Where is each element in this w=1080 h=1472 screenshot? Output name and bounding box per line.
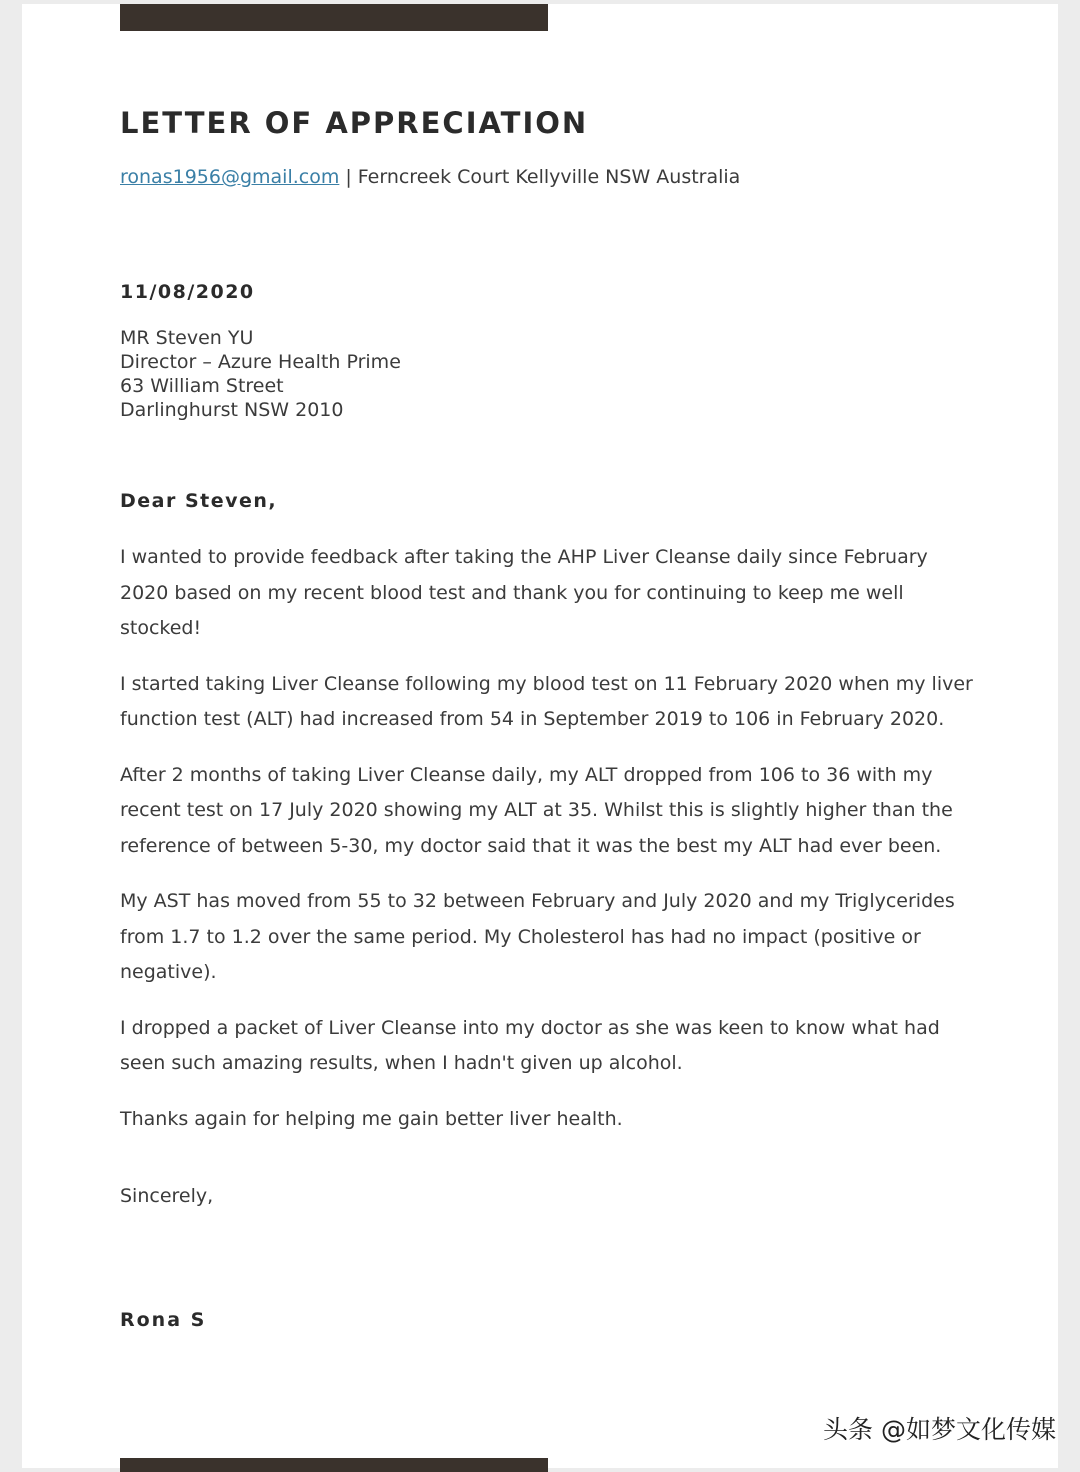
sender-address: Ferncreek Court Kellyville NSW Australia (357, 166, 741, 188)
body-paragraph: I wanted to provide feedback after taking the AHP Liver Cleanse daily since February 2020 based on my recent blood test and thank you for continuing to keep me well stocked! (120, 546, 928, 639)
recipient-address-block (120, 326, 401, 422)
contact-line (120, 166, 740, 188)
letter-title: LETTER OF APPRECIATION (120, 106, 589, 140)
recipient-street: 63 William Street (120, 375, 284, 397)
header-bar (120, 4, 548, 31)
footer-bar (120, 1458, 548, 1472)
recipient-name: MR Steven YU (120, 327, 254, 349)
salutation: Dear Steven, (120, 490, 278, 512)
letter-page (22, 4, 1058, 1468)
watermark: 头条 @如梦文化传媒 (823, 1415, 1056, 1444)
body-paragraph: After 2 months of taking Liver Cleanse daily, my ALT dropped from 106 to 36 with my recent test on 17 July 2020 showing my ALT at 35. Whilst this is slightly higher than the reference of between 5-30, my doctor said that it was the best my ALT had ever been. (120, 763, 953, 857)
contact-separator: | (345, 166, 352, 188)
signature: Rona S (120, 1309, 207, 1331)
recipient-city: Darlinghurst NSW 2010 (120, 399, 344, 421)
recipient-role: Director – Azure Health Prime (120, 351, 401, 373)
body-paragraph: I dropped a packet of Liver Cleanse into my doctor as she was keen to know what had seen such amazing results, when I hadn't given up alcohol. (120, 1016, 940, 1074)
letter-date: 11/08/2020 (120, 281, 255, 303)
letter-body (120, 540, 980, 1157)
email-link[interactable]: ronas1956@gmail.com (120, 166, 340, 188)
body-paragraph: My AST has moved from 55 to 32 between February and July 2020 and my Triglycerides from 1.7 to 1.2 over the same period. My Cholesterol has had no impact (positive or negative). (120, 890, 955, 983)
body-paragraph: Thanks again for helping me gain better liver health. (120, 1107, 623, 1130)
body-paragraph: I started taking Liver Cleanse following my blood test on 11 February 2020 when my liver function test (ALT) had increased from 54 in September 2019 to 106 in February 2020. (120, 672, 973, 730)
closing: Sincerely, (120, 1185, 214, 1207)
